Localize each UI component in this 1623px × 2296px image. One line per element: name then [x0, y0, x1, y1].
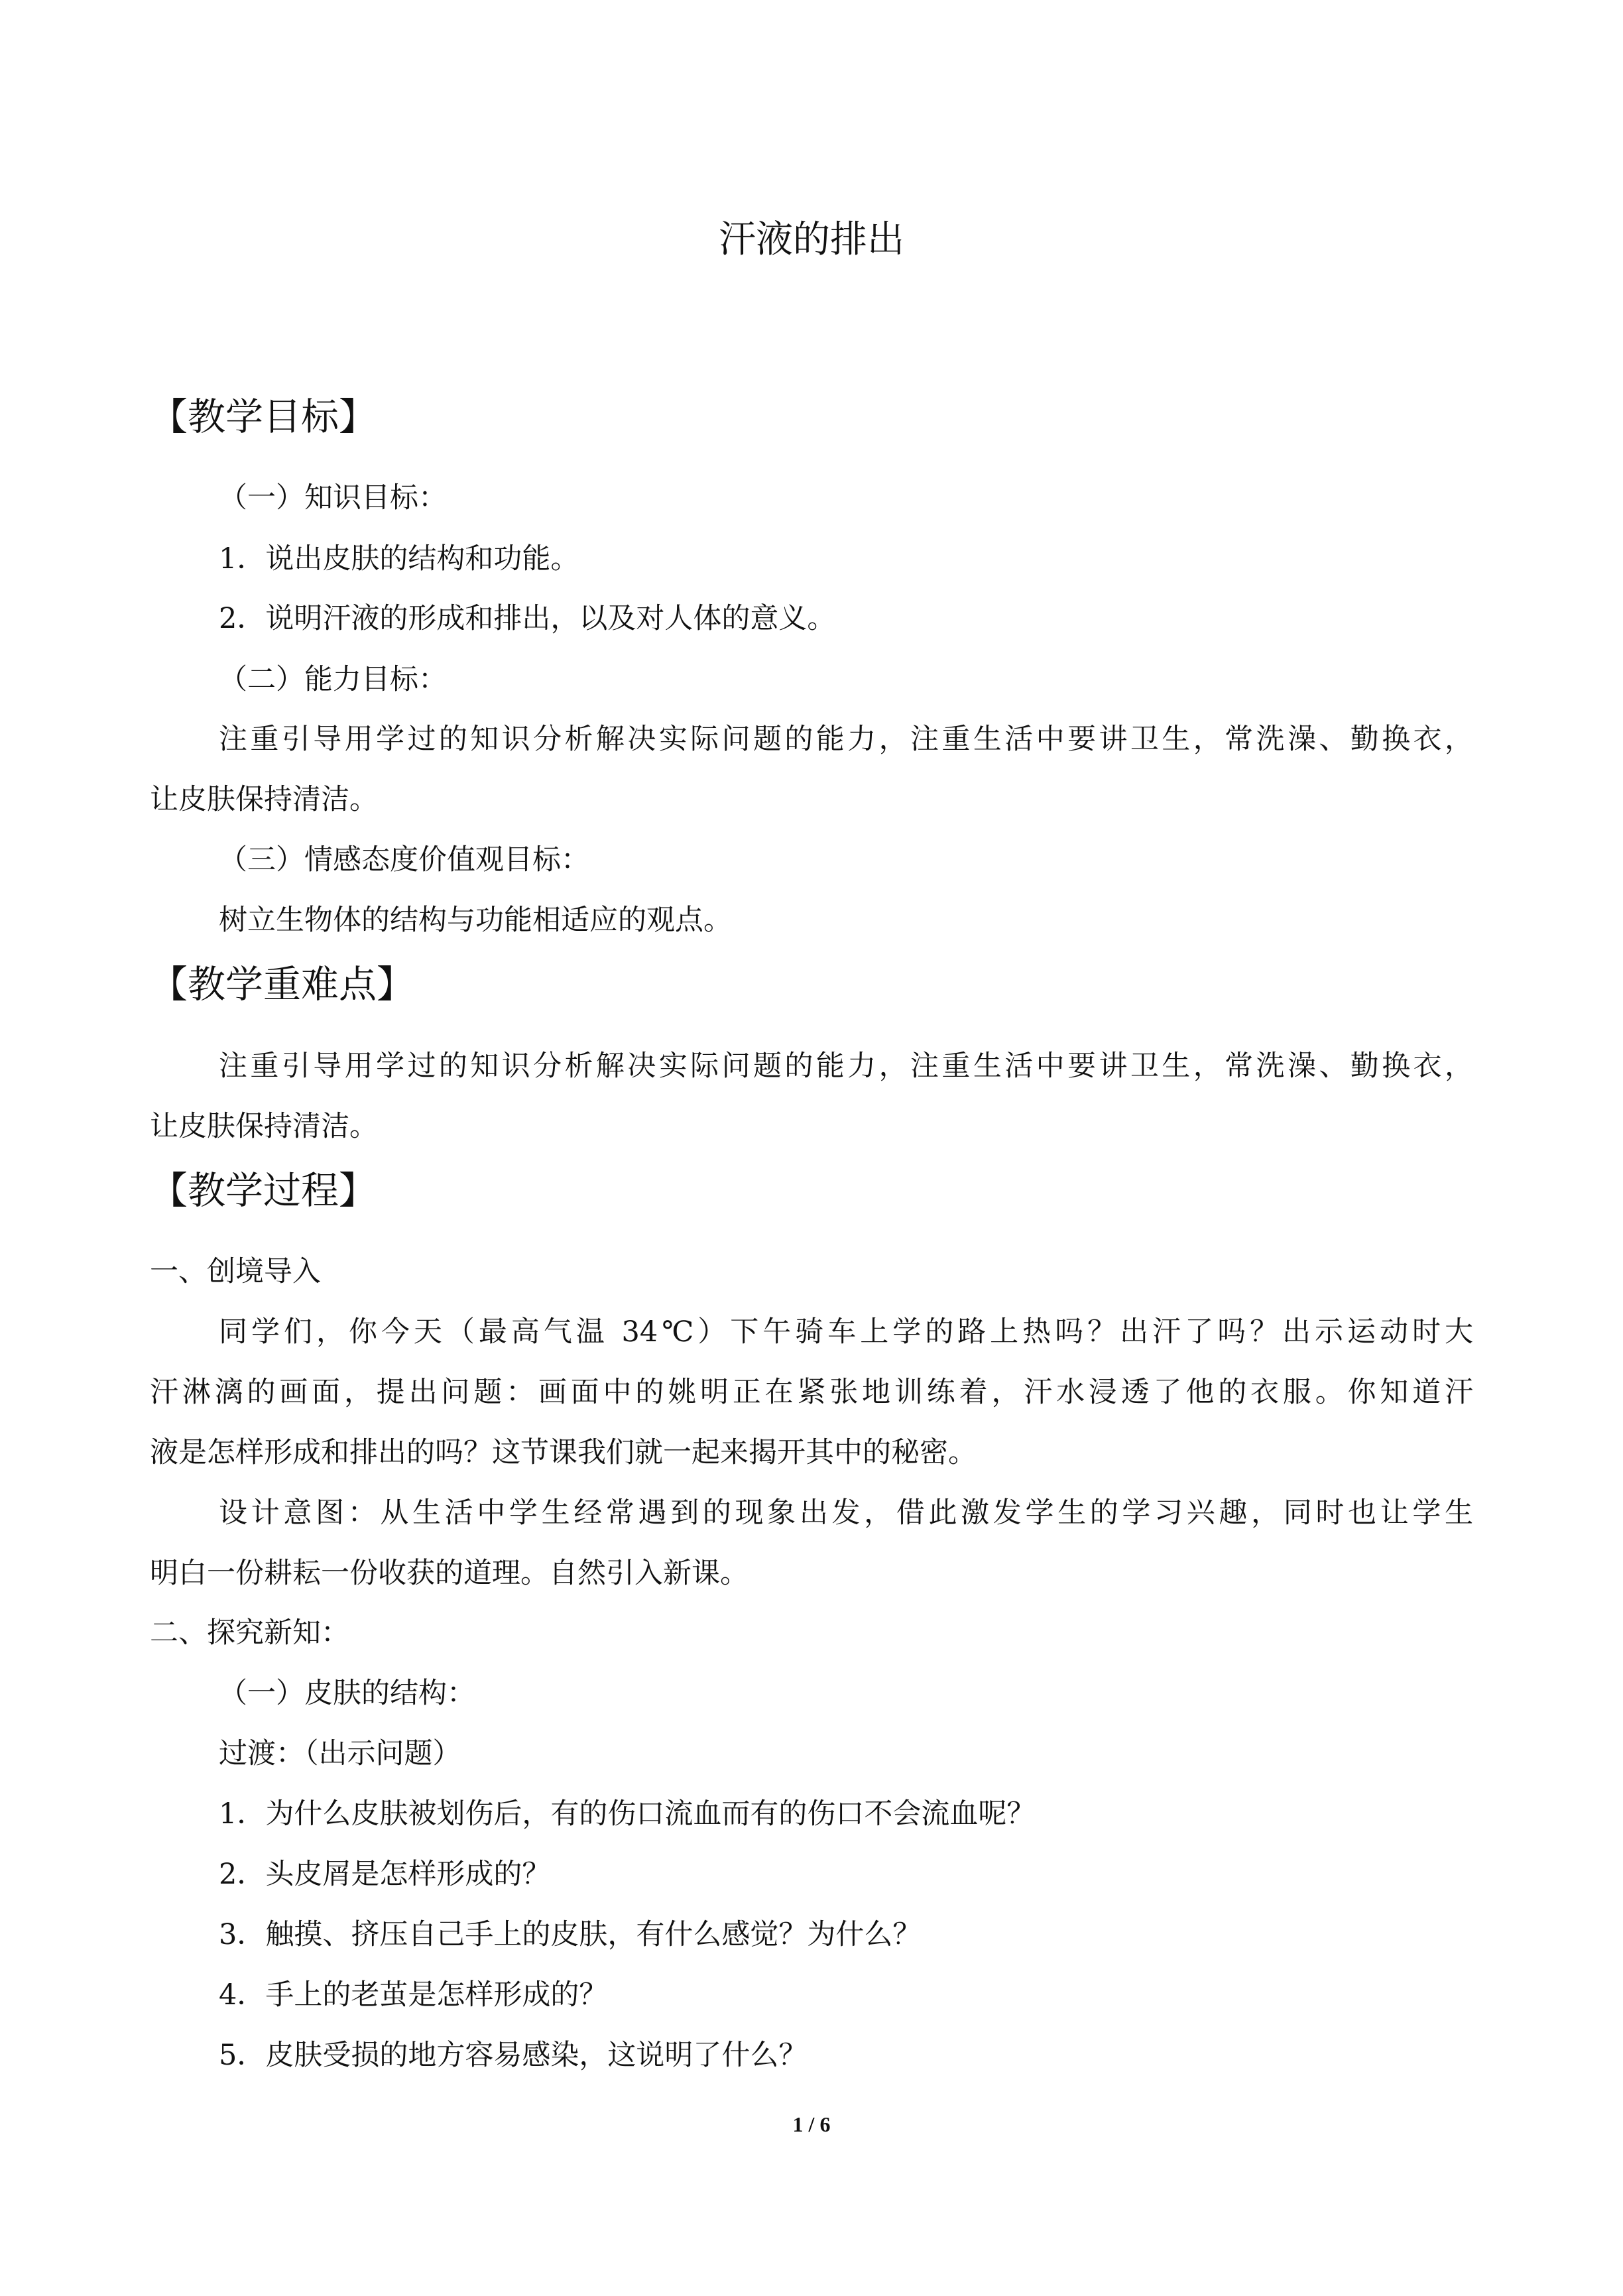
knowledge-objective-item-1: 1．说出皮肤的结构和功能。	[219, 542, 579, 575]
heading-teaching-process: 【教学过程】	[150, 1169, 377, 1213]
heading-key-points: 【教学重难点】	[150, 963, 414, 1006]
process-part2-label: 二、探究新知：	[150, 1616, 349, 1650]
emotion-objective-text: 树立生物体的结构与功能相适应的观点。	[219, 904, 732, 937]
skin-structure-label: （一）皮肤的结构：	[219, 1677, 475, 1710]
ability-objective-text-line-2: 让皮肤保持清洁。	[150, 783, 378, 816]
question-5: 5．皮肤受损的地方容易感染，这说明了什么？	[219, 2039, 808, 2072]
question-2: 2．头皮屑是怎样形成的？	[219, 1858, 551, 1891]
process-part1-label: 一、创境导入	[150, 1255, 321, 1288]
page-number: 1 / 6	[792, 2112, 831, 2136]
ability-objective-label: （二）能力目标：	[219, 663, 447, 696]
question-1: 1．为什么皮肤被划伤后，有的伤口流血而有的伤口不会流血呢？	[219, 1797, 1036, 1831]
heading-teaching-objectives: 【教学目标】	[150, 395, 377, 439]
knowledge-objective-item-2: 2．说明汗液的形成和排出，以及对人体的意义。	[219, 602, 836, 635]
document-title: 汗液的排出	[719, 218, 904, 261]
key-points-text-line-2: 让皮肤保持清洁。	[150, 1110, 378, 1143]
ability-objective-text-line-1: 注重引导用学过的知识分析解决实际问题的能力，注重生活中要讲卫生，常洗澡、勤换衣，	[219, 723, 1473, 756]
part1-paragraph1-line-2: 汗淋漓的画面，提出问题：画面中的姚明正在紧张地训练着，汗水浸透了他的衣服。你知道汗	[150, 1376, 1473, 1409]
part1-paragraph1-line-3: 液是怎样形成和排出的吗？这节课我们就一起来揭开其中的秘密。	[150, 1436, 977, 1469]
part1-paragraph2-line-2: 明白一份耕耘一份收获的道理。自然引入新课。	[150, 1557, 749, 1590]
knowledge-objective-label: （一）知识目标：	[219, 481, 447, 514]
part1-paragraph2-line-1: 设计意图：从生活中学生经常遇到的现象出发，借此激发学生的学习兴趣，同时也让学生	[219, 1496, 1473, 1530]
question-4: 4．手上的老茧是怎样形成的？	[219, 1978, 608, 2012]
question-3: 3．触摸、挤压自己手上的皮肤，有什么感觉？为什么？	[219, 1918, 922, 1951]
transition-text: 过渡：（出示问题）	[219, 1737, 461, 1770]
emotion-objective-label: （三）情感态度价值观目标：	[219, 843, 589, 876]
part1-paragraph1-line-1: 同学们，你今天（最高气温 34℃）下午骑车上学的路上热吗？出汗了吗？出示运动时大	[219, 1315, 1473, 1349]
key-points-text-line-1: 注重引导用学过的知识分析解决实际问题的能力，注重生活中要讲卫生，常洗澡、勤换衣，	[219, 1050, 1473, 1083]
